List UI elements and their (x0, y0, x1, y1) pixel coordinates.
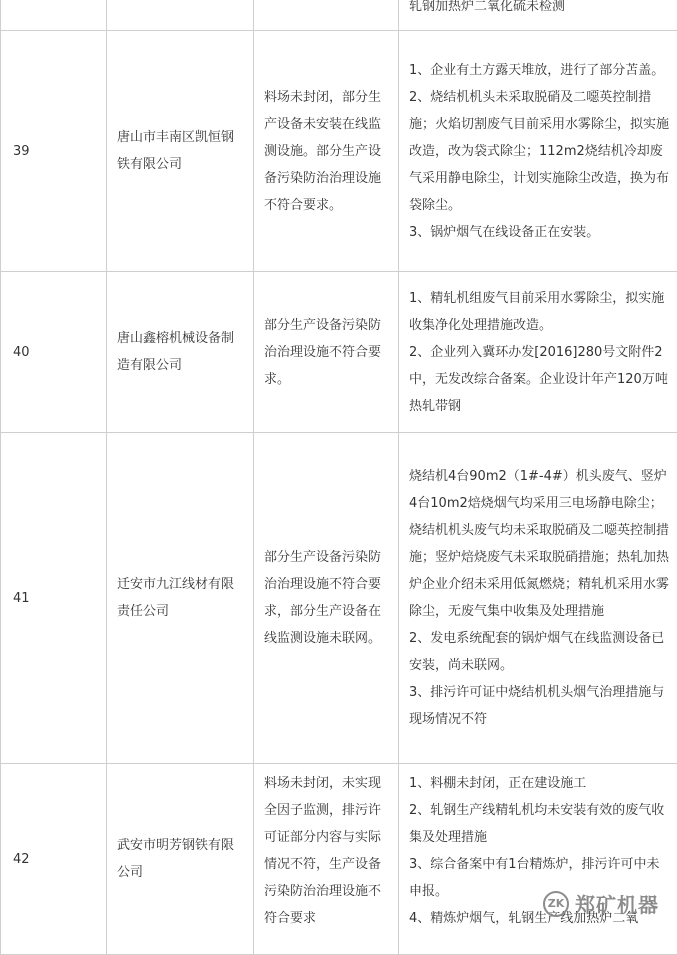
company-cell: 唐山鑫榕机械设备制造有限公司 (107, 272, 254, 432)
row-number-cell: 40 (1, 272, 107, 432)
table-row (1, 272, 677, 433)
detail-line: 2、发电系统配套的锅炉烟气在线监测设备已安装，尚未联网。 (409, 631, 665, 673)
details-cell (399, 0, 677, 30)
detail-line: 1、企业有土方露天堆放，进行了部分苫盖。 (409, 62, 665, 78)
status-cell: 料场未封闭，未实现全因子监测，排污许可证部分内容与实际情况不符，生产设备污染防治治理设施不符合要求 (254, 764, 399, 954)
status-cell: 部分生产设备污染防治治理设施不符合要求，部分生产设备在线监测设施未联网。 (254, 433, 399, 763)
company-cell: 唐山市丰南区凯恒钢铁有限公司 (107, 31, 254, 271)
table-row (1, 31, 677, 272)
detail-line: 4、精炼炉烟气，轧钢生产线加热炉二氧 (409, 911, 639, 926)
row-number-cell: 39 (1, 31, 107, 271)
watermark-brand-text: 郑矿机器 (575, 893, 659, 917)
detail-line: 3、锅炉烟气在线设备正在安装。 (409, 224, 600, 240)
company-cell (107, 0, 254, 30)
details-cell (399, 31, 677, 271)
detail-line: 2、企业列入冀环办发[2016]280号文附件2中，无发改综合备案。企业设计年产120万吨热轧带钢 (409, 344, 668, 414)
details-cell (399, 433, 677, 763)
detail-line: 3、排污许可证中烧结机机头烟气治理措施与现场情况不符 (409, 685, 665, 727)
status-cell: 部分生产设备污染防治治理设施不符合要求。 (254, 272, 399, 432)
table-row (1, 433, 677, 764)
company-cell: 武安市明芳钢铁有限公司 (107, 764, 254, 954)
row-number-cell (1, 0, 107, 30)
detail-line: 2、烧结机机头未采取脱硝及二噁英控制措施；火焰切割废气目前采用水雾除尘，拟实施改造，改为袋式除尘；112m2烧结机冷却废气采用静电除尘，计划实施除尘改造，换为布袋除尘。 (409, 89, 670, 213)
watermark (543, 889, 659, 918)
detail-line: 烧结机4台90m2（1#-4#）机头废气、竖炉4台10m2焙烧烟气均采用三电场静电除尘；烧结机机头废气均未采取脱硝及二噁英控制措施；竖炉焙烧废气未采取脱硝措施；热轧加热炉企业介绍未采用低氮燃烧；精轧机采用水雾除尘，无废气集中收集及处理措施 (409, 469, 670, 619)
details-cell (399, 764, 677, 954)
detail-line: 3、综合备案中有1台精炼炉，排污许可中未申报。 (409, 857, 660, 899)
row-number-cell: 41 (1, 433, 107, 763)
detail-line: 轧钢加热炉二氧化硫未检测 (409, 0, 566, 14)
status-cell (254, 0, 399, 30)
company-cell: 迁安市九江线材有限责任公司 (107, 433, 254, 763)
detail-line: 1、精轧机组废气目前采用水雾除尘，拟实施收集净化处理措施改造。 (409, 290, 665, 333)
status-cell: 料场未封闭，部分生产设备未安装在线监测设施。部分生产设备污染防治治理设施不符合要求。 (254, 31, 399, 271)
brand-logo-icon: ZK (543, 891, 569, 917)
details-cell (399, 272, 677, 432)
table-row (1, 0, 677, 31)
table-row (1, 764, 677, 955)
row-number-cell: 42 (1, 764, 107, 954)
detail-line: 1、料棚未封闭，正在建设施工 (409, 776, 587, 791)
detail-line: 2、轧钢生产线精轧机均未安装有效的废气收集及处理措施 (409, 803, 665, 845)
